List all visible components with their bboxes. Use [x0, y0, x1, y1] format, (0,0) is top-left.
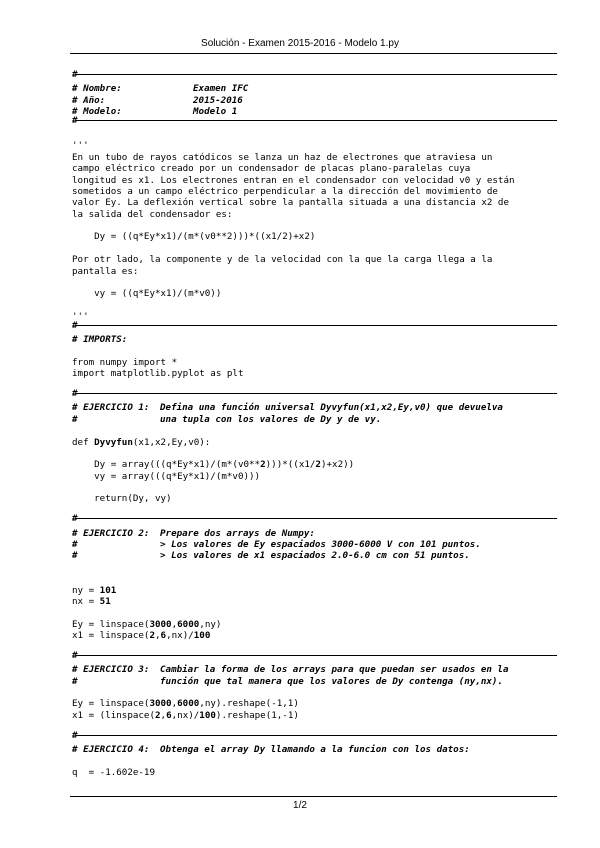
ej1-label: # EJERCICIO 1: [72, 402, 150, 414]
ey-linspace-line [72, 619, 557, 630]
code-number: 6000 [177, 698, 200, 710]
page-number: 1/2 [293, 800, 307, 811]
comment-separator [72, 72, 557, 83]
footer-rule [70, 796, 557, 797]
comment-separator [72, 118, 557, 129]
import-numpy-line: from numpy import * [72, 356, 178, 368]
vy-assign-line: vy = array(((q*Ey*x1)/(m*v0))) [72, 470, 261, 482]
x1-linspace-line [72, 630, 557, 641]
code-number: 2 [260, 459, 266, 471]
ey-reshape-line [72, 698, 557, 709]
code-number: 3000 [149, 698, 172, 710]
code-text: )+x2)) [320, 459, 355, 471]
docstring-equation-vy: vy = ((q*Ey*x1)/(m*v0)) [72, 288, 222, 300]
code-number: 6000 [177, 618, 200, 630]
code-text: x1 = linspace( [72, 630, 150, 642]
ny-assign-line [72, 585, 557, 596]
ej1-comment-line [72, 402, 557, 413]
meta-ano-key: # Año: [72, 94, 106, 106]
comment-hash: # [72, 413, 78, 425]
import-matplotlib-line: import matplotlib.pyplot as plt [72, 368, 244, 380]
comment-separator [72, 516, 557, 527]
return-line: return(Dy, vy) [72, 493, 172, 505]
comment-separator [72, 391, 557, 402]
code-number: 100 [193, 630, 211, 642]
header-rule [70, 53, 557, 54]
nx-assign-line [72, 596, 557, 607]
code-text: Dy = array(((q*Ey*x1)/(m*(v0** [72, 459, 261, 471]
code-text: ,ny).reshape(-1,1) [199, 698, 299, 710]
ej2-text: > Los valores de Ey espaciados 3000-6000 V con 101 puntos. [160, 539, 481, 551]
code-number: 6 [160, 630, 167, 642]
ej2-comment-line [72, 528, 557, 539]
code-text: )))*((x1/ [265, 459, 316, 471]
docstring-line: pantalla es: [72, 265, 139, 277]
page-header-title: Solución - Examen 2015-2016 - Modelo 1.py [201, 38, 399, 49]
ej4-text: Obtenga el array Dy llamando a la funcion con los datos: [160, 744, 470, 756]
x1-reshape-line [72, 710, 557, 721]
code-text: ,ny) [199, 618, 222, 630]
def-line [72, 437, 557, 448]
code-text: nx = [72, 595, 100, 607]
comment-hash: # [72, 539, 78, 551]
meta-modelo-value: Modelo 1 [193, 106, 238, 118]
function-args: (x1,x2,Ey,v0): [132, 436, 211, 448]
ej2-comment-line [72, 539, 557, 550]
ej3-label: # EJERCICIO 3: [72, 664, 150, 676]
ej3-comment-line [72, 664, 557, 675]
meta-ano-value: 2015-2016 [193, 94, 243, 106]
code-number: 100 [199, 709, 216, 721]
code-number: 6 [166, 709, 172, 721]
code-text: ).reshape(1,-1) [215, 709, 299, 721]
docstring-line: En un tubo de rayos catódicos se lanza un haz de electrones que atraviesa un [72, 151, 493, 163]
code-text: , [171, 618, 178, 630]
code-text: ,nx)/ [166, 630, 194, 642]
comment-hash: # [72, 675, 78, 687]
docstring-line: longitud es x1. Los electrones entran en el condensador con velocidad v0 y están [72, 174, 515, 186]
comment-separator [72, 733, 557, 744]
ej3-text: Cambiar la forma de los arrays para que puedan ser usados en la [160, 664, 509, 676]
ej2-label: # EJERCICIO 2: [72, 527, 150, 539]
ej3-comment-line [72, 676, 557, 687]
comment-separator [72, 323, 557, 334]
ej4-comment-line [72, 744, 557, 755]
meta-ano-line [72, 95, 557, 106]
comment-hash: # [72, 550, 78, 562]
meta-nombre-key: # Nombre: [72, 83, 122, 95]
code-text: Ey = linspace( [72, 618, 150, 630]
docstring-line: Por otr lado, la componente y de la velocidad con la que la carga llega a la [72, 254, 493, 266]
docstring-equation-dy: Dy = ((q*Ey*x1)/(m*(v0**2)))*((x1/2)+x2) [72, 231, 316, 243]
code-number: 2 [154, 709, 161, 721]
ej2-comment-line [72, 550, 557, 561]
docstring-line: campo eléctrico creado por un condensador de placas plano-paralelas cuya [72, 163, 471, 175]
code-number: 2 [315, 459, 321, 471]
comment-separator [72, 653, 557, 664]
code-text: x1 = (linspace( [72, 709, 155, 721]
dy-assign-line [72, 459, 557, 470]
ej3-text: función que tal manera que los valores de Dy contenga (ny,nx). [160, 675, 503, 687]
code-text: , [160, 709, 167, 721]
code-text: Ey = linspace( [72, 698, 150, 710]
ej1-comment-line [72, 414, 557, 425]
function-name: Dyvyfun [94, 436, 133, 448]
docstring-line: sometidos a un campo eléctrico perpendicular a la dirección del movimiento de [72, 185, 498, 197]
code-text: , [155, 630, 161, 642]
code-number: 101 [99, 584, 117, 596]
ej1-text: Defina una función universal Dyvyfun(x1,x2,Ey,v0) que devuelva [160, 402, 503, 414]
code-number: 3000 [149, 618, 172, 630]
meta-nombre-value: Examen IFC [193, 83, 249, 95]
code-number: 51 [99, 595, 111, 607]
ej4-label: # EJERCICIO 4: [72, 744, 150, 756]
code-text: ny = [72, 584, 100, 596]
def-keyword: def [72, 436, 95, 448]
docstring-line: valor Ey. La deflexión vertical sobre la pantalla situada a una distancia x2 de [72, 197, 509, 209]
code-listing [72, 72, 557, 778]
meta-nombre-line [72, 83, 557, 94]
ej2-text: Prepare dos arrays de Numpy: [160, 527, 315, 539]
code-text: ,nx)/ [171, 709, 200, 721]
q-assign-line: q = -1.602e-19 [72, 766, 155, 778]
docstring-open: ''' [72, 140, 89, 152]
ej1-text: una tupla con los valores de Dy y de vy. [160, 413, 382, 425]
meta-modelo-line [72, 106, 557, 117]
code-text: , [171, 698, 178, 710]
imports-comment: # IMPORTS: [72, 333, 128, 345]
docstring-close: ''' [72, 311, 89, 323]
ej2-text: > Los valores de x1 espaciados 2.0-6.0 cm con 51 puntos. [160, 550, 470, 562]
docstring-line: la salida del condensador es: [72, 208, 233, 220]
code-number: 2 [149, 630, 155, 642]
meta-modelo-key: # Modelo: [72, 106, 122, 118]
